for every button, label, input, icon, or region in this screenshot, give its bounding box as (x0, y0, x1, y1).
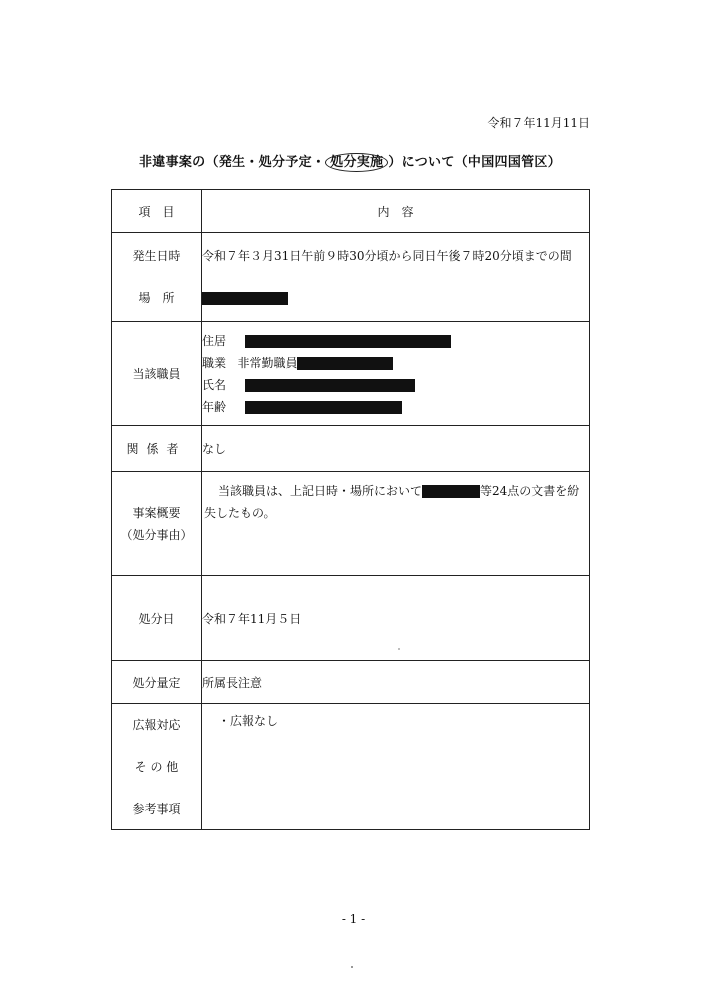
pr-row (112, 704, 590, 830)
employee-name: 氏名 (202, 374, 589, 396)
employee-occupation: 職業 非常勤職員 (202, 352, 589, 374)
redaction-place (202, 292, 288, 305)
disposition-value: 所属長注意 (202, 661, 590, 704)
summary-line-1: 当該職員は、上記日時・場所において 等24点の文書を紛 (218, 484, 580, 498)
title-prefix: 非違事案の（発生・処分予定・ (138, 155, 326, 170)
place-value (202, 288, 589, 308)
summary-label: 事案概要 （処分事由） (112, 472, 202, 576)
title-suffix: ）について（中国四国管区） (388, 155, 562, 170)
header-item: 項 目 (112, 190, 202, 233)
title-circled-option: 処分実施 (325, 153, 388, 172)
header-content: 内 容 (202, 190, 590, 233)
redaction-name (245, 379, 415, 392)
summary-line-2: 失したもの。 (204, 506, 276, 520)
employee-value (202, 322, 590, 426)
redaction-address (245, 335, 451, 348)
document-date: 令和７年11月11日 (487, 116, 590, 130)
redaction-age (245, 401, 402, 414)
document-title (110, 151, 590, 170)
pr-label: 広報対応 そ の 他 参考事項 (112, 704, 202, 830)
scan-speck (351, 966, 353, 968)
disposition-date-value: 令和７年11月５日 (202, 576, 590, 661)
occurrence-place-labels (112, 233, 202, 322)
place-label: 場 所 (138, 291, 175, 305)
disposition-date-label: 処分日 (112, 576, 202, 661)
occurrence-label: 発生日時 (132, 249, 181, 263)
pr-value: ・広報なし (202, 704, 590, 830)
redaction-occupation (297, 357, 393, 370)
employee-age: 年齢 (202, 396, 589, 418)
redaction-document (422, 485, 480, 498)
related-row (112, 426, 590, 472)
related-value: なし (202, 426, 590, 472)
table-header-row (112, 190, 590, 233)
occurrence-row (112, 233, 590, 322)
related-label: 関係者 (112, 426, 202, 472)
disposition-row (112, 661, 590, 704)
occurrence-place-values (202, 233, 590, 322)
page-number: - 1 - (341, 912, 366, 926)
employee-address: 住居 (202, 330, 589, 352)
summary-value (202, 472, 590, 576)
disposition-date-row (112, 576, 590, 661)
occurrence-value: 令和７年３月31日午前９時30分頃から同日午後７時20分頃までの間 (202, 249, 572, 263)
scan-speck (398, 648, 400, 650)
incident-table (111, 189, 590, 830)
employee-row (112, 322, 590, 426)
summary-row (112, 472, 590, 576)
disposition-label: 処分量定 (112, 661, 202, 704)
employee-label: 当該職員 (112, 322, 202, 426)
